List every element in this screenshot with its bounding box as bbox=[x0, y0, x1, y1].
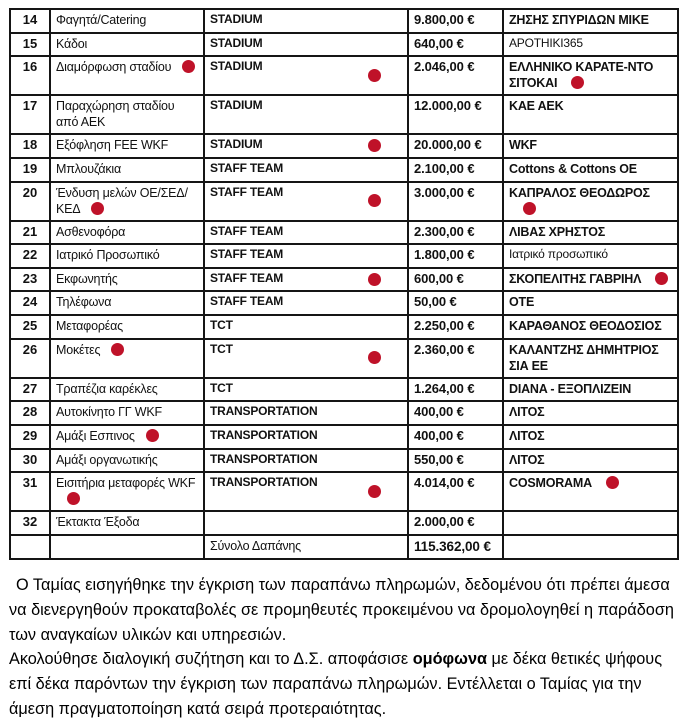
cell-description bbox=[50, 511, 204, 535]
description-text: Ένδυση μελών ΟΕ/ΣΕΔ/ΚΕΔ bbox=[56, 185, 188, 216]
cell-amount: 3.000,00 € bbox=[408, 182, 503, 221]
cell-category bbox=[204, 95, 408, 134]
table-row bbox=[10, 449, 678, 473]
cell-amount: 600,00 € bbox=[408, 268, 503, 292]
category-text: TCT bbox=[210, 341, 233, 356]
cell-description bbox=[50, 268, 204, 292]
cell-supplier bbox=[503, 472, 678, 511]
cell-description bbox=[50, 472, 204, 511]
category-text: TCT bbox=[210, 380, 233, 395]
category-text: TRANSPORTATION bbox=[210, 475, 318, 490]
red-dot-icon bbox=[146, 429, 159, 442]
cell-category bbox=[204, 425, 408, 449]
cell-description bbox=[50, 95, 204, 134]
supplier-text: ΕΛΛΗΝΙΚΟ ΚΑΡΑΤΕ-ΝΤΟ ΣΙΤΟΚΑΙ bbox=[509, 60, 654, 91]
red-dot-icon bbox=[182, 60, 195, 73]
description-text: Μπλουζάκια bbox=[56, 161, 122, 176]
table-row bbox=[10, 33, 678, 57]
supplier-text: Ιατρικό προσωπικό bbox=[509, 247, 608, 262]
cell-row-number: 26 bbox=[10, 339, 50, 378]
minutes-text-block bbox=[9, 573, 681, 722]
cell-category bbox=[204, 401, 408, 425]
cell-amount: 12.000,00 € bbox=[408, 95, 503, 134]
cell-category bbox=[204, 268, 408, 292]
cell-row-number: 22 bbox=[10, 244, 50, 268]
description-text: Αμάξι Εσπινος bbox=[56, 428, 135, 443]
cell-row-number: 15 bbox=[10, 33, 50, 57]
category-text: STAFF TEAM bbox=[210, 184, 284, 199]
cell-amount: 550,00 € bbox=[408, 449, 503, 473]
cell-row-number: 27 bbox=[10, 378, 50, 402]
description-text: Αυτοκίνητο ΓΓ WKF bbox=[56, 405, 162, 420]
cell-row-number: 25 bbox=[10, 315, 50, 339]
red-dot-icon bbox=[523, 202, 536, 215]
category-text: STAFF TEAM bbox=[210, 223, 284, 238]
description-text: Ιατρικό Προσωπικό bbox=[56, 248, 160, 263]
cell-category bbox=[204, 221, 408, 245]
table-row bbox=[10, 268, 678, 292]
cell-row-number: 17 bbox=[10, 95, 50, 134]
cell-amount: 9.800,00 € bbox=[408, 9, 503, 33]
decision-text-before: Ακολούθησε διαλογική συζήτηση και το Δ.Σ. αποφάσισε bbox=[9, 650, 413, 669]
supplier-text: ΚΑΠΡΑΛΟΣ ΘΕΟΔΩΡΟΣ bbox=[509, 185, 650, 200]
table-row bbox=[10, 425, 678, 449]
paragraph-board-decision bbox=[9, 647, 681, 721]
cell-category bbox=[204, 291, 408, 315]
description-text: Τραπέζια καρέκλες bbox=[56, 381, 158, 396]
total-empty-supplier-cell bbox=[503, 535, 678, 559]
table-row bbox=[10, 182, 678, 221]
category-text: TRANSPORTATION bbox=[210, 427, 318, 442]
supplier-text: ΟΤΕ bbox=[509, 295, 535, 310]
cell-category bbox=[204, 56, 408, 95]
table-row bbox=[10, 401, 678, 425]
red-dot-icon bbox=[368, 139, 381, 152]
supplier-text: ΚΑΛΑΝΤΖΗΣ ΔΗΜΗΤΡΙΟΣ ΣΙΑ ΕΕ bbox=[509, 342, 659, 373]
total-label: Σύνολο Δαπάνης bbox=[204, 535, 408, 559]
cell-supplier bbox=[503, 401, 678, 425]
cell-category bbox=[204, 9, 408, 33]
table-row bbox=[10, 315, 678, 339]
supplier-text: APOTHIKI365 bbox=[509, 35, 583, 50]
cell-supplier bbox=[503, 221, 678, 245]
category-text: STADIUM bbox=[210, 35, 263, 50]
cell-row-number: 16 bbox=[10, 56, 50, 95]
decision-bold-word: ομόφωνα bbox=[412, 650, 488, 669]
cell-category bbox=[204, 511, 408, 535]
cell-amount: 2.360,00 € bbox=[408, 339, 503, 378]
total-amount: 115.362,00 € bbox=[408, 535, 503, 559]
supplier-text: DIANA - ΕΞΟΠΛΙΖΕΙΝ bbox=[509, 381, 632, 396]
red-dot-icon bbox=[368, 273, 381, 286]
cell-row-number: 23 bbox=[10, 268, 50, 292]
cell-description bbox=[50, 401, 204, 425]
cell-category bbox=[204, 33, 408, 57]
red-dot-icon bbox=[368, 194, 381, 207]
cell-supplier bbox=[503, 244, 678, 268]
red-dot-icon bbox=[655, 272, 668, 285]
supplier-text: Cottons & Cottons ΟΕ bbox=[509, 161, 637, 176]
cell-amount: 400,00 € bbox=[408, 425, 503, 449]
cell-category bbox=[204, 449, 408, 473]
supplier-text: COSMORAMA bbox=[509, 476, 592, 491]
cell-description bbox=[50, 339, 204, 378]
cell-description bbox=[50, 56, 204, 95]
description-text: Εισιτήρια μεταφορές WKF bbox=[56, 476, 196, 491]
cell-amount: 640,00 € bbox=[408, 33, 503, 57]
cell-description bbox=[50, 425, 204, 449]
cell-category bbox=[204, 339, 408, 378]
cell-supplier bbox=[503, 268, 678, 292]
supplier-text: ΛΙΒΑΣ ΧΡΗΣΤΟΣ bbox=[509, 224, 606, 239]
cell-category bbox=[204, 158, 408, 182]
description-text: Διαμόρφωση σταδίου bbox=[56, 60, 172, 75]
description-text: Φαγητά/Catering bbox=[56, 13, 147, 27]
description-text: Μεταφορέας bbox=[56, 319, 123, 333]
cell-supplier bbox=[503, 291, 678, 315]
red-dot-icon bbox=[67, 492, 80, 505]
supplier-text: ΣΚΟΠΕΛΙΤΗΣ ΓΑΒΡΙΗΛ bbox=[509, 271, 642, 286]
cell-row-number: 20 bbox=[10, 182, 50, 221]
red-dot-icon bbox=[571, 76, 584, 89]
cell-supplier bbox=[503, 315, 678, 339]
table-row bbox=[10, 221, 678, 245]
description-text: Παραχώρηση σταδίου από ΑΕΚ bbox=[56, 99, 175, 130]
table-row bbox=[10, 244, 678, 268]
paragraph-treasurer-proposal: Ο Ταμίας εισηγήθηκε την έγκριση των παραπάνω πληρωμών, δεδομένου ότι πρέπει άμεσα να διενεργηθούν προκαταβολές σε προμηθευτές προκειμένου να δρομολογηθεί η παράδοση των αναγκαίων υλικών και υπηρεσιών. bbox=[9, 576, 674, 644]
description-text: Εξόφληση FEE WKF bbox=[56, 138, 169, 153]
cell-supplier bbox=[503, 95, 678, 134]
table-row bbox=[10, 158, 678, 182]
cell-category bbox=[204, 244, 408, 268]
supplier-text: ΛΙΤΟΣ bbox=[509, 405, 545, 420]
cell-amount: 2.046,00 € bbox=[408, 56, 503, 95]
cell-row-number: 29 bbox=[10, 425, 50, 449]
cell-category bbox=[204, 378, 408, 402]
expenses-table bbox=[9, 8, 679, 560]
table-row bbox=[10, 56, 678, 95]
cell-amount: 20.000,00 € bbox=[408, 134, 503, 158]
cell-supplier bbox=[503, 56, 678, 95]
total-empty-number-cell bbox=[10, 535, 50, 559]
cell-supplier bbox=[503, 425, 678, 449]
table-row bbox=[10, 291, 678, 315]
cell-category bbox=[204, 315, 408, 339]
cell-row-number: 19 bbox=[10, 158, 50, 182]
cell-supplier bbox=[503, 339, 678, 378]
table-row bbox=[10, 134, 678, 158]
category-text: STAFF TEAM bbox=[210, 247, 284, 262]
cell-supplier bbox=[503, 378, 678, 402]
cell-amount: 2.100,00 € bbox=[408, 158, 503, 182]
table-row bbox=[10, 472, 678, 511]
description-text: Τηλέφωνα bbox=[56, 295, 112, 310]
supplier-text: ΚΑΡΑΘΑΝΟΣ ΘΕΟΔΟΣΙΟΣ bbox=[509, 319, 662, 333]
cell-description bbox=[50, 221, 204, 245]
total-row bbox=[10, 535, 678, 559]
category-text: STADIUM bbox=[210, 98, 263, 113]
red-dot-icon bbox=[111, 343, 124, 356]
cell-row-number: 32 bbox=[10, 511, 50, 535]
cell-amount: 2.000,00 € bbox=[408, 511, 503, 535]
category-text: STAFF TEAM bbox=[210, 160, 284, 175]
table-row bbox=[10, 378, 678, 402]
table-row bbox=[10, 339, 678, 378]
cell-description bbox=[50, 33, 204, 57]
decision-text-after: με δέκα θετικές ψήφους επί δέκα παρόντων την έγκριση των παραπάνω πληρωμών. Εντέλλεται ο Ταμίας για την άμεση πραγματοποίηση κατά σειρά προτεραιότητας. bbox=[9, 650, 663, 718]
cell-supplier bbox=[503, 134, 678, 158]
table-row bbox=[10, 95, 678, 134]
cell-row-number: 21 bbox=[10, 221, 50, 245]
category-text: TCT bbox=[210, 318, 233, 332]
cell-description bbox=[50, 9, 204, 33]
cell-supplier bbox=[503, 33, 678, 57]
description-text: Μοκέτες bbox=[56, 342, 101, 357]
cell-amount: 50,00 € bbox=[408, 291, 503, 315]
supplier-text: ΛΙΤΟΣ bbox=[509, 428, 545, 443]
category-text: STADIUM bbox=[210, 12, 263, 26]
expenses-table-body bbox=[10, 9, 678, 535]
cell-row-number: 14 bbox=[10, 9, 50, 33]
cell-supplier bbox=[503, 182, 678, 221]
description-text: Έκτακτα Έξοδα bbox=[56, 515, 140, 530]
category-text: STADIUM bbox=[210, 137, 263, 152]
cell-amount: 2.250,00 € bbox=[408, 315, 503, 339]
total-empty-description-cell bbox=[50, 535, 204, 559]
description-text: Κάδοι bbox=[56, 36, 88, 51]
supplier-text: ΚΑΕ ΑΕΚ bbox=[509, 99, 564, 114]
table-row bbox=[10, 9, 678, 33]
cell-row-number: 31 bbox=[10, 472, 50, 511]
cell-description bbox=[50, 134, 204, 158]
cell-supplier bbox=[503, 511, 678, 535]
category-text: STAFF TEAM bbox=[210, 270, 284, 285]
category-text: STAFF TEAM bbox=[210, 294, 284, 309]
cell-amount: 400,00 € bbox=[408, 401, 503, 425]
cell-description bbox=[50, 158, 204, 182]
cell-supplier bbox=[503, 9, 678, 33]
description-text: Αμάξι οργανωτικής bbox=[56, 452, 158, 467]
cell-category bbox=[204, 134, 408, 158]
cell-description bbox=[50, 291, 204, 315]
cell-description bbox=[50, 315, 204, 339]
red-dot-icon bbox=[368, 351, 381, 364]
red-dot-icon bbox=[606, 476, 619, 489]
category-text: TRANSPORTATION bbox=[210, 404, 318, 419]
cell-amount: 4.014,00 € bbox=[408, 472, 503, 511]
cell-row-number: 30 bbox=[10, 449, 50, 473]
red-dot-icon bbox=[368, 485, 381, 498]
cell-description bbox=[50, 378, 204, 402]
cell-description bbox=[50, 182, 204, 221]
cell-row-number: 28 bbox=[10, 401, 50, 425]
description-text: Εκφωνητής bbox=[56, 271, 118, 286]
cell-amount: 1.264,00 € bbox=[408, 378, 503, 402]
category-text: TRANSPORTATION bbox=[210, 451, 318, 466]
cell-amount: 1.800,00 € bbox=[408, 244, 503, 268]
cell-row-number: 24 bbox=[10, 291, 50, 315]
supplier-text: ΖΗΣΗΣ ΣΠΥΡΙΔΩΝ ΜΙΚΕ bbox=[509, 13, 649, 27]
cell-row-number: 18 bbox=[10, 134, 50, 158]
cell-supplier bbox=[503, 449, 678, 473]
cell-category bbox=[204, 472, 408, 511]
red-dot-icon bbox=[368, 69, 381, 82]
description-text: Ασθενοφόρα bbox=[56, 224, 126, 239]
cell-supplier bbox=[503, 158, 678, 182]
table-row bbox=[10, 511, 678, 535]
cell-amount: 2.300,00 € bbox=[408, 221, 503, 245]
cell-category bbox=[204, 182, 408, 221]
category-text: STADIUM bbox=[210, 59, 263, 74]
supplier-text: ΛΙΤΟΣ bbox=[509, 452, 545, 467]
cell-description bbox=[50, 449, 204, 473]
red-dot-icon bbox=[91, 202, 104, 215]
supplier-text: WKF bbox=[509, 138, 537, 153]
cell-description bbox=[50, 244, 204, 268]
